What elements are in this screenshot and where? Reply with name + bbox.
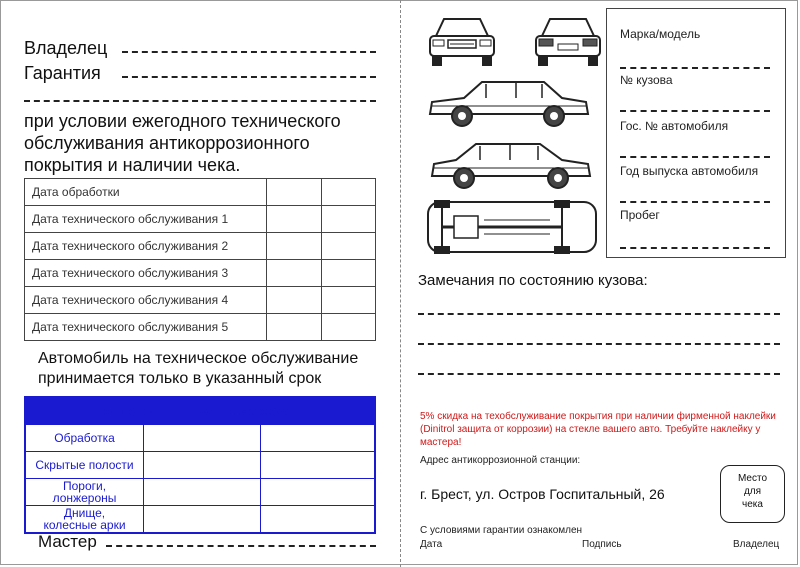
car-front-view-icon xyxy=(422,14,502,69)
materials-row-label: Днище, колесные арки xyxy=(25,506,144,533)
materials-cell[interactable] xyxy=(261,479,376,506)
car-underbody-icon xyxy=(424,196,600,258)
sign-signature-label: Подпись xyxy=(582,539,622,550)
table-row xyxy=(25,233,376,260)
service-cell[interactable] xyxy=(322,233,376,260)
table-row xyxy=(25,314,376,341)
table-row xyxy=(25,179,376,206)
table-row xyxy=(25,206,376,233)
service-cell[interactable] xyxy=(322,260,376,287)
service-note: Автомобиль на техническое обслуживание принимается только в указанный срок xyxy=(38,350,359,387)
receipt-placeholder xyxy=(720,465,785,523)
materials-row-label: Пороги, лонжероны xyxy=(25,479,144,506)
service-row-label: Дата технического обслуживания 3 xyxy=(25,260,267,287)
materials-cell[interactable] xyxy=(144,479,261,506)
service-cell[interactable] xyxy=(322,314,376,341)
spec-label-year: Год выпуска автомобиля xyxy=(620,164,759,178)
service-cell[interactable] xyxy=(267,260,322,287)
service-cell[interactable] xyxy=(267,206,322,233)
service-row-label: Дата технического обслуживания 5 xyxy=(25,314,267,341)
materials-cell[interactable] xyxy=(144,506,261,533)
spec-line-mileage[interactable] xyxy=(620,247,770,249)
remarks-line[interactable] xyxy=(418,373,780,375)
sign-owner-label: Владелец xyxy=(733,539,780,550)
warranty-line[interactable] xyxy=(122,76,376,78)
service-cell[interactable] xyxy=(267,233,322,260)
service-cell[interactable] xyxy=(267,179,322,206)
table-row xyxy=(25,452,375,479)
warranty-line-2[interactable] xyxy=(24,100,376,102)
spec-label-plate: Гос. № автомобиля xyxy=(620,119,729,133)
materials-title: Применены следующие материалы xyxy=(25,397,375,425)
materials-row-label: Скрытые полости xyxy=(25,452,144,479)
materials-row-label: Обработка xyxy=(25,425,144,452)
sign-date-label: Дата xyxy=(420,539,443,550)
service-row-label: Дата технического обслуживания 4 xyxy=(25,287,267,314)
receipt-place-label: Место для чека xyxy=(737,473,768,510)
service-cell[interactable] xyxy=(267,314,322,341)
car-rear-view-icon xyxy=(528,14,608,69)
remarks-line[interactable] xyxy=(418,343,780,345)
service-cell[interactable] xyxy=(322,206,376,233)
remarks-line[interactable] xyxy=(418,313,780,315)
table-row xyxy=(25,479,375,506)
warranty-label: Гарантия xyxy=(24,63,101,83)
spec-line-year[interactable] xyxy=(620,201,770,203)
service-cell[interactable] xyxy=(267,287,322,314)
service-row-label: Дата технического обслуживания 2 xyxy=(25,233,267,260)
vehicle-spec-box xyxy=(606,8,786,258)
station-address: г. Брест, ул. Остров Госпитальный, 26 xyxy=(420,486,665,502)
car-side-view-icon xyxy=(426,134,596,194)
master-line[interactable] xyxy=(106,545,376,547)
service-cell[interactable] xyxy=(322,179,376,206)
station-label: Адрес антикоррозионной станции: xyxy=(420,455,581,466)
table-row xyxy=(25,287,376,314)
materials-cell[interactable] xyxy=(261,452,376,479)
promo-text: 5% скидка на техобслуживание покрытия при наличии фирменной наклейки (Dinitrol защита от коррозии) на стекле вашего авто. Требуйте наклейку у мастера! xyxy=(420,411,776,448)
car-side-view-icon xyxy=(424,72,594,134)
service-cell[interactable] xyxy=(322,287,376,314)
owner-line[interactable] xyxy=(122,51,376,53)
materials-cell[interactable] xyxy=(261,425,376,452)
remarks-label: Замечания по состоянию кузова: xyxy=(418,272,648,289)
table-row xyxy=(25,425,375,452)
spec-label-model: Марка/модель xyxy=(620,27,701,41)
service-row-label: Дата технического обслуживания 1 xyxy=(25,206,267,233)
service-table xyxy=(24,178,376,341)
table-row xyxy=(25,260,376,287)
spec-line-plate[interactable] xyxy=(620,156,770,158)
materials-cell[interactable] xyxy=(144,452,261,479)
service-row-label: Дата обработки xyxy=(25,179,267,206)
spec-label-body-number: № кузова xyxy=(620,73,673,87)
terms-label: С условиями гарантии ознакомлен xyxy=(420,525,583,536)
materials-cell[interactable] xyxy=(261,506,376,533)
materials-cell[interactable] xyxy=(144,425,261,452)
fold-line xyxy=(400,0,401,567)
spec-line-model[interactable] xyxy=(620,67,770,69)
spec-line-body-number[interactable] xyxy=(620,110,770,112)
spec-label-mileage: Пробег xyxy=(620,208,660,222)
condition-text: при условии ежегодного технического обслуживания антикоррозионного покрытия и наличии чека. xyxy=(24,111,341,175)
master-label: Мастер xyxy=(38,532,97,551)
table-row xyxy=(25,506,375,533)
owner-label: Владелец xyxy=(24,38,108,58)
materials-table xyxy=(24,396,376,534)
